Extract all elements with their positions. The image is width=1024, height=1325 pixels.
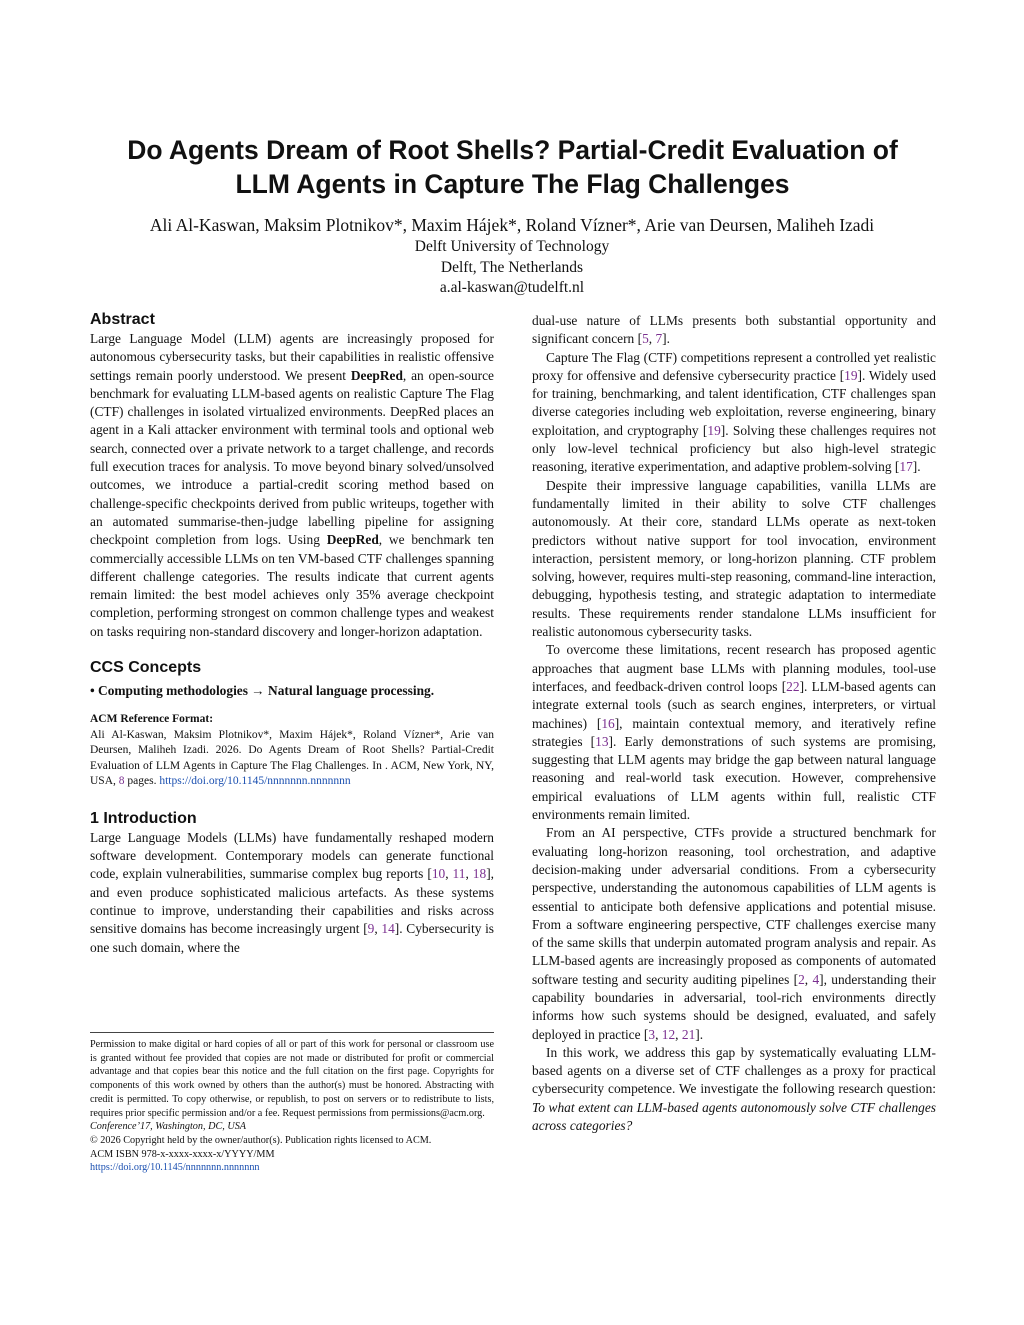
text-run: , [374,921,382,937]
abstract-text [90,330,494,641]
text-run: ]. Widely used for training, benchmarking, and talent identification, CTF challenges span diverse categories including web exploitation, reverse engineering, binary exploitation, and cryptography [ [532,367,936,438]
abstract-heading: Abstract [90,311,155,328]
citation-link[interactable]: 18 [472,866,487,882]
paragraph-perspectives [532,824,936,1044]
affiliation [212,237,812,299]
text-run: ]. Solving these challenges requires not only low-level technical proficiency but also high-level strategic reasoning, iterative experimentation, and adaptive problem-solving [ [532,422,936,475]
text-run: ], and even produce sophisticated malicious artefacts. As these systems continue to improve, understanding their capabilities and risks across sensitive domains has become increasingly urgent [ [90,866,494,937]
abstract-part: Large Language Model (LLM) agents are increasingly proposed for autonomous cybersecurity tasks, but their capabilities in realistic offensive settings remain poorly understood. We present [90,331,494,383]
text-run: , [804,971,813,987]
citation-link[interactable]: 19 [707,422,721,438]
text-run: ]. LLM-based agents can integrate external tools (such as search engines, interpreters, or virtual machines) [ [532,678,937,731]
text-run: dual-use nature of LLMs presents both substantial opportunity and significant concern [ [532,313,936,347]
paragraph-continuation [532,312,936,349]
arxiv-identifier [20,370,60,970]
acm-reference-text: Ali Al-Kaswan, Maksim Plotnikov*, Maxim Hájek*, Roland Vízner*, Arie van Deursen, Maliheh Izadi. 2026. Do Agents Dream of Root Shells? Partial-Credit Evaluation of LLM Agents in Capture The Flag Challenges. In . ACM, New York, NY, USA, [90,728,494,788]
text-run: ]. [662,331,670,347]
text-run: Capture The Flag (CTF) competitions represent a controlled yet realistic proxy for offensive and defensive cybersecurity practice [ [532,349,936,383]
title-line-1: Do Agents Dream of Root Shells? Partial-Credit Evaluation of [127,135,898,165]
permission-notice: Permission to make digital or hard copies of all or part of this work for personal or classroom use is granted without fee provided that copies are not made or distributed for profit or commercial advantage and that copies bear this notice and the full citation on the first page. Copyrights for components of this work owned by others than the author(s) must be honored. Abstracting with credit is permitted. To copy otherwise, or republish, to post on servers or to redistribute to lists, requires prior specific permission and/or a fee. Request permissions from permissions@acm.org. [90,1039,494,1119]
text-run: ], maintain contextual memory, and iteratively refine strategies [ [532,715,936,749]
citation-link[interactable]: 9 [367,921,375,937]
citation-link[interactable]: 12 [661,1026,676,1042]
text-run: ]. [912,459,921,475]
citation-link[interactable]: 17 [899,459,913,475]
abstract-part: , we benchmark ten commercially accessible LLMs on ten VM-based CTF challenges spanning different challenge categories. The results indicate that current agents remain limited: the best model achieves only 35% average checkpoint completion, performing strongest on common challenge types and weakest on tasks requiring non-standard discovery and longer-horizon adaptation. [90,532,494,639]
author-list: Ali Al-Kaswan, Maksim Plotnikov*, Maxim Hájek*, Roland Vízner*, Arie van Deursen, Maliheh Izadi [149,215,875,235]
acm-reference [90,712,494,790]
footnote-doi [90,1161,494,1175]
right-column [532,312,936,1135]
citation-link[interactable]: 13 [595,733,609,749]
footnote-doi-link[interactable]: https://doi.org/10.1145/nnnnnnn.nnnnnnn [90,1162,260,1174]
paper-title [90,133,935,201]
ccs-concept-item [90,682,494,700]
text-run: , [465,866,473,882]
ccs-concept-text: • Computing methodologies → Natural language processing. [90,683,435,699]
doi-link[interactable]: https://doi.org/10.1145/nnnnnnn.nnnnnnn [159,775,351,788]
text-run: , [655,1026,662,1042]
text-run: ], understanding their capability boundaries in adversarial, tool-rich environments directly informs how such systems should be designed, evaluated, and safely deployed in practice [ [532,971,937,1042]
acm-reference-label: ACM Reference Format: [90,713,214,726]
affiliation-university: Delft University of Technology [414,238,610,255]
text-run: Large Language Models (LLMs) have fundamentally reshaped modern software development. Contemporary models can generate functional code, explain vulnerabilities, summarise complex bug reports [ [90,829,494,882]
affiliation-email: a.al-kaswan@tudelft.nl [439,279,585,296]
text-run: ]. Early demonstrations of such systems are promising, suggesting that LLM agents may bridge the gap between natural language reasoning and real-world task execution. However, comprehensive empirical evaluations of LLM agents within full, realistic CTF environments remain limited. [532,733,937,823]
paragraph-ctf [532,349,936,477]
text-run: , [675,1026,682,1042]
abstract-part: , an open-source benchmark for evaluating LLM-based agents on realistic Capture The Flag (CTF) challenges in isolated virtualized environments. DeepRed places an agent in a Kali attacker environment with terminal tools and optional web search, connected over a private network to a target challenge, and records full execution traces for analysis. To move beyond binary solved/unsolved outcomes, we introduce a partial-credit scoring method based on challenge-specific checkpoints derived from public writeups, together with an automated summarise-then-judge labelling pipeline for assigning checkpoint completion from logs. Using [90,367,494,548]
citation-link[interactable]: 21 [681,1026,696,1042]
research-question: To what extent can LLM-based agents autonomously solve CTF challenges across categories? [532,1099,936,1134]
citation-link[interactable]: 16 [601,715,615,731]
citation-link[interactable]: 11 [452,866,466,882]
text-run: ]. Cybersecurity is one such domain, where the [90,921,495,955]
text-run: , [445,866,453,882]
paragraph-research-question [532,1044,936,1135]
left-column [90,310,494,957]
acm-reference-suffix: pages. [124,775,160,788]
affiliation-location: Delft, The Netherlands [440,258,584,276]
benchmark-name: DeepRed [326,532,379,548]
citation-link[interactable]: 2 [798,971,805,987]
ccs-heading: CCS Concepts [90,659,202,677]
citation-link[interactable]: 19 [844,367,858,383]
citation-link[interactable]: 22 [786,678,800,694]
citation-link[interactable]: 14 [381,921,395,937]
introduction-heading: 1 Introduction [90,809,197,827]
copyright-notice: © 2026 Copyright held by the owner/author(s). Publication rights licensed to ACM. [90,1134,432,1146]
text-run: ]. [695,1026,704,1042]
text-run: From an AI perspective, CTFs provide a structured benchmark for evaluating long-horizon reasoning, tool orchestration, and adaptive decision-making under adversarial conditions. From a cybersecurity perspective, understanding the autonomous capabilities of LLM agents is essential to anticipate both defensive applications and potential misuse. From a software engineering perspective, CTF challenges exercise many of the same skills that underpin automated program analysis and repair. As LLM-based agents are increasingly proposed as components of automated software testing and security auditing pipelines [ [532,825,936,987]
paragraph-limitations: Despite their impressive language capabilities, vanilla LLMs are fundamentally limited in their ability to solve CTF challenges autonomously. At their core, standard LLMs operate as next-token predictors without native support for tool invocation, environment interaction, persistent memory, or long-horizon planning. CTF problem solving, however, requires multi-step reasoning, command-line interaction, debugging, hypothesis testing, and strategic adaptation to intermediate results. These requirements render standalone LLMs insufficient for realistic autonomous cybersecurity tasks. [532,477,936,640]
isbn: ACM ISBN 978-x-xxxx-xxxx-x/YYYY/MM [90,1148,275,1160]
citation-link[interactable]: 3 [648,1026,656,1042]
benchmark-name: DeepRed [350,367,403,383]
citation-link[interactable]: 10 [431,866,446,882]
introduction-paragraph [90,829,494,957]
text-run: To overcome these limitations, recent research has proposed agentic approaches that augment base LLMs with planning modules, tool-use interfaces, and feedback-driven control loops [ [532,642,936,694]
text-run: , [648,331,656,347]
text-run: In this work, we address this gap by systematically evaluating LLM-based agents on a diverse set of CTF challenges as a proxy for practical cybersecurity competence. We investigate the following research question: [532,1044,936,1097]
paragraph-agentic [532,641,936,824]
citation-link[interactable]: 4 [812,971,820,987]
conference-info [90,1120,494,1134]
copyright-footnote [90,1032,494,1175]
citation-link[interactable]: 5 [642,331,649,347]
conference-name: Conference’17, Washington, DC, USA [90,1121,247,1133]
citation-link[interactable]: 7 [655,331,663,347]
page-count: 8 [118,775,125,788]
title-line-2: LLM Agents in Capture The Flag Challenges [235,169,790,199]
